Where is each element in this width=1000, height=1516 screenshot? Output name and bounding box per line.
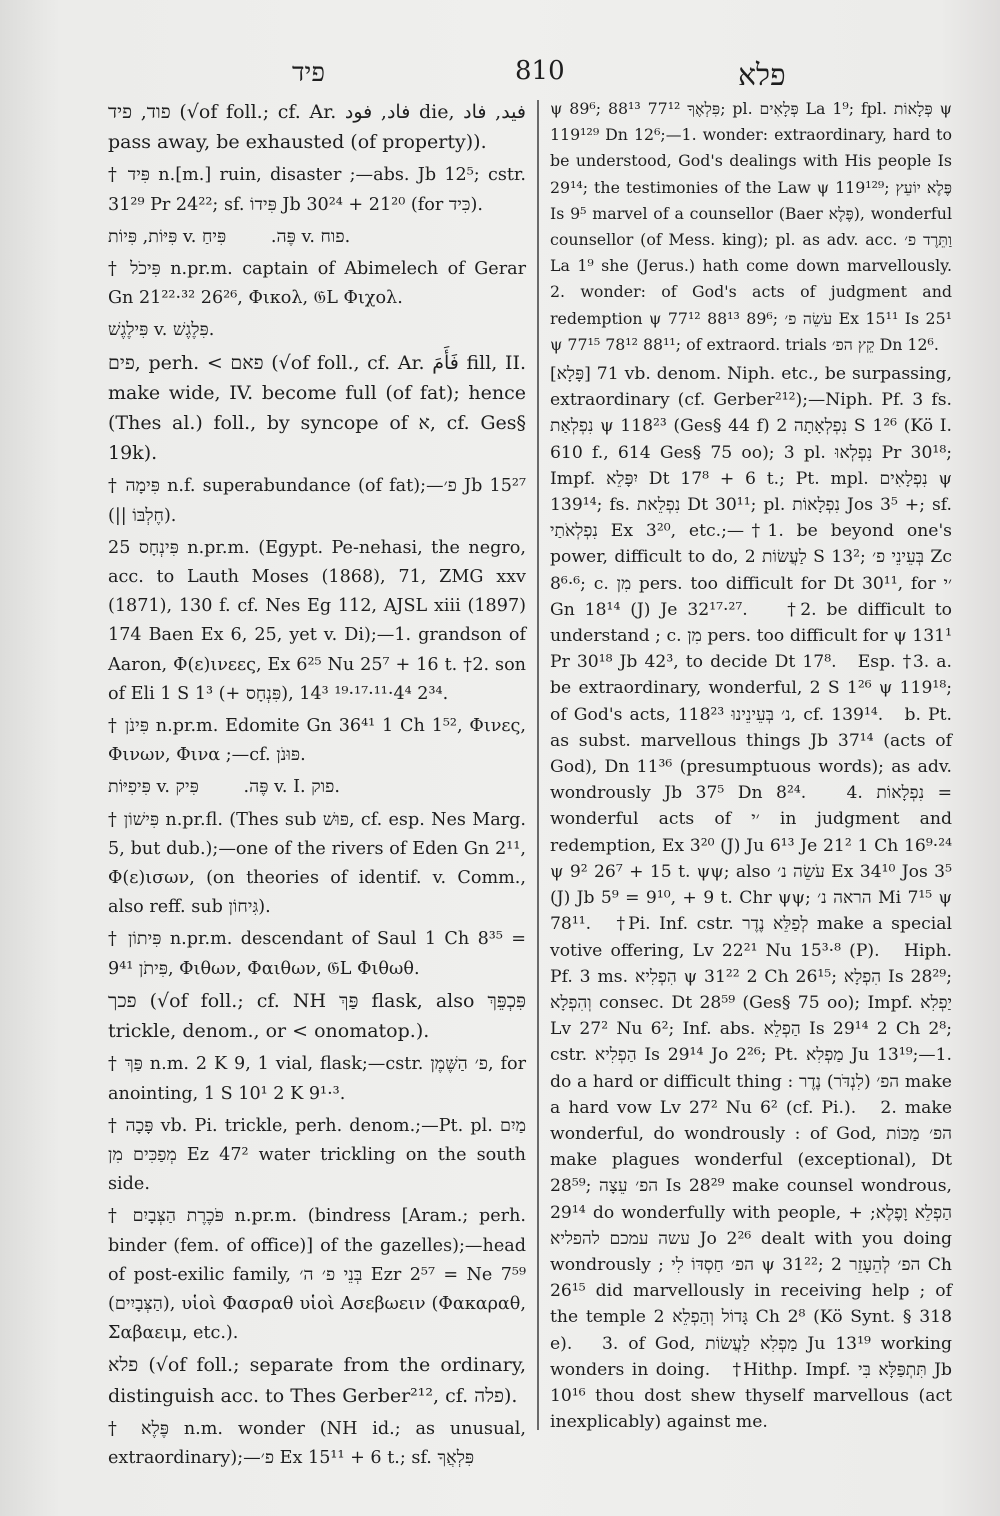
dictionary-entry <box>108 316 526 345</box>
entry-text: † פֶּלֶא n.m. wonder (NH id.; as unusual, extraordinary);—פ׳ Ex 15¹¹ + 6 t.; sf. פִּלְאֲךָ <box>108 1418 532 1468</box>
entry-text: פִּיפִיּוֹת v. פֶּה. פִּיק v. I. פוק. <box>108 777 340 798</box>
dictionary-entry <box>108 1351 533 1411</box>
dictionary-entry <box>108 1112 532 1200</box>
entry-text: † פָּכָה vb. Pi. trickle, perh. denom.;—Pt. pl. מַיִם מְפַכִּים מִן Ez 47² water trickling on the south side. <box>108 1115 532 1195</box>
right-running-headword: פלא <box>738 58 786 93</box>
left-column <box>108 96 533 1476</box>
entry-text: פוד, פיד (√of foll.; cf. Ar. فاد, فود die, فيد, فاد pass away, be exhausted (of property)). <box>108 101 533 154</box>
column-divider <box>537 100 539 1430</box>
dictionary-entry <box>108 1202 532 1348</box>
right-column <box>550 96 973 1438</box>
dictionary-entry <box>108 806 532 923</box>
entry-text: פכך (√of foll.; cf. NH פַּךְ flask, also פִּכְפֵּךְ trickle, denom., or < onomatop.). <box>108 989 533 1043</box>
dictionary-entry <box>550 361 958 1435</box>
entry-text: † פִּישׁוֹן n.pr.fl. (Thes sub פּוּשׁ, cf. esp. Nes Marg. 5, but dub.);—one of the rivers of Eden Gn 2¹¹, Φ(ε)ισων, (on theories of identif. v. Comm., also reff. sub גִּיחוֹן). <box>108 809 532 918</box>
entry-text: † פִּימָה n.f. superabundance (of fat);—פ׳ Jb 15²⁷ (|| חֶלְבּוֹ). <box>108 476 532 526</box>
page-header <box>0 52 1000 96</box>
dictionary-entry <box>108 472 532 530</box>
dictionary-entry <box>108 534 532 709</box>
dictionary-entry <box>108 98 533 158</box>
entry-text: † פַּךְ n.m. 2 K 9, 1 vial, flask;—cstr. פ׳ הַשֶּׁמֶן, for anointing, 1 S 10¹ 2 K 9¹·³. <box>108 1054 532 1104</box>
dictionary-entry <box>108 161 532 219</box>
dictionary-entry <box>108 925 532 983</box>
entry-text: פִּיּוֹת, פִּיוֹת v. פֶּה. פִּיחַ v. פוח. <box>108 226 351 247</box>
entry-text: † פִּיתוֹן n.pr.m. descendant of Saul 1 Ch 8³⁵ = פִּיתֹן 9⁴¹, Φιθων, Φαιθων, 𝔊L Φιθωθ. <box>108 929 532 979</box>
entry-text: פִּינְחָס 25 n.pr.m. (Egypt. Pe-nehasi, the negro, acc. to Lauth Moses (1868), 71, ZMG xxv (1871), 130 f. cf. Nes Eg 112, AJSL xiii (1897) 174 Baen Ex 6, 25, yet v. Di);—1. grandson of Aaron, Φ(ε)ινεες, Ex 6²⁵ Nu 25⁷ + 16 t. †2. son of Eli 1 S 1³ (+ פִּנְחָס), 2³⁴ 4⁴·¹¹·¹⁷·¹⁹ 14³. <box>108 537 532 704</box>
entry-text: פִּילֶגֶשׁ v. פִּלֶגֶשׁ. <box>108 320 215 341</box>
entry-text: ψ 89⁶; פִּלְאֶךָ 77¹² 88¹³; pl. פְּלָאִים La 1⁹; fpl. פְּלָאוֹת ψ 119¹²⁹ Dn 12⁶;—1. wonder: extraordinary, hard to be understood, God's dealings with His people Is 29¹⁴; the testimonies of the Law ψ 119¹²⁹; פֶּלֶא יוֹעֵץ Is 9⁵ marvel of a counsellor (Baer פֶּלֶא), wonderful counsellor (of Mess. king); pl. as adv. acc. וַתֵּרֶד פ׳ La 1⁹ she (Jerus.) hath come down marvellously. 2. wonder: of God's acts of judgment and redemption ψ 77¹² 88¹³ 89⁶; עֹשֵׂה פ׳ Ex 15¹¹ Is 25¹ ψ 77¹⁵ 78¹² 88¹¹; of extraord. trials קֵץ הפ׳ Dn 12⁶. <box>550 99 973 354</box>
dictionary-entry <box>108 349 533 470</box>
entry-text: † פִּינֹן n.pr.m. Edomite Gn 36⁴¹ 1 Ch 1⁵², Φινες, Φινων, Φινα ;—cf. פּוּנֹן. <box>108 716 532 766</box>
dictionary-entry <box>108 255 532 313</box>
left-running-headword: פיד <box>292 58 325 88</box>
dictionary-entry <box>550 96 973 358</box>
entry-text: † פֹּכֶרֶת הַצְּבָיִם n.pr.m. (bindress [Aram.; perh. binder (fem. of office)] of the gazelles);—head of post-exilic family, בְּנֵי פ׳ ה׳ Ezr 2⁵⁷ = Ne 7⁵⁹ (הַצְּבָיִים), υἱοὶ Φασραθ υἱοὶ Ασεβωειν (Φακαραθ, Σαβαειμ, etc.). <box>108 1206 532 1344</box>
entry-text: † פִּיכֹל n.pr.m. captain of Abimelech of Gerar Gn 21²²·³² 26²⁶, Φικολ, 𝔊L Φιχολ. <box>108 259 532 309</box>
dictionary-entry <box>108 223 526 252</box>
page-number: 810 <box>515 56 565 86</box>
dictionary-entry <box>108 1050 532 1108</box>
dictionary-entry <box>108 987 533 1047</box>
entry-text: פלא (√of foll.; separate from the ordinary, distinguish acc. to Thes Gerber²¹², cf. פלה). <box>108 1354 533 1407</box>
entry-text: † פִּיד n.[m.] ruin, disaster ;—abs. Jb 12⁵; cstr. 31²⁹ Pr 24²²; sf. פִּידוֹ Jb 30²⁴ + 21²⁰ (for כִּיד). <box>108 165 532 215</box>
dictionary-entry <box>108 712 532 770</box>
entry-text: פים, perh. < פאם (√of foll., cf. Ar. فَأَمَ fill, II. make wide, IV. become full (of fat); hence (Thes al.) foll., by syncope of א, cf. Ges§ 19k). <box>108 351 533 465</box>
dictionary-entry <box>108 773 526 802</box>
dictionary-entry <box>108 1415 532 1473</box>
entry-text: [פָּלָא] 71 vb. denom. Niph. etc., be surpassing, extraordinary (cf. Gerber²¹²);—Niph. Pf. 3 fs. נִפְלְאַת ψ 118²³ (Ges§ 44 f) נִפְלְאָתָה 2 S 1²⁶ (Kö I. 610 f., 614 Ges§ 75 oo); 3 pl. נִפְלְאוּ Pr 30¹⁸; Impf. יִפָּלֵא Dt 17⁸ + 6 t.; Pt. mpl. נִפְלָאִים ψ 139¹⁴; fs. נִפְלֵאת Dt 30¹¹; pl. נִפְלָאוֹת Jos 3⁵ +; sf. נִפְלְאֹתַי Ex 3²⁰, etc.;—†1. be beyond one's power, difficult to do, לַעֲשׂוֹת 2 S 13²; בְּעֵינֵי פ׳ Zc 8⁶·⁶; c. מִן pers. too difficult for Dt 30¹¹, for ׳י Gn 18¹⁴ (J) Je 32¹⁷·²⁷. †2. be difficult to understand ; c. מִן pers. too difficult for ψ 131¹ Pr 30¹⁸ Jb 42³, to decide Dt 17⁸. Esp. †3. a. be extraordinary, wonderful, 2 S 1²⁶ ψ 119¹⁸; of God's acts, נ׳ בְּעֵינֵינוּ 118²³, cf. 139¹⁴. b. Pt. as subst. marvellous things Jb 37¹⁴ (acts of God), Dn 11³⁶ (presumptuous words); as adv. wondrously Jb 37⁵ Dn 8²⁴. 4. נִפְלָאוֹת = wonderful acts of ׳י in judgment and redemption, Ex 3²⁰ (J) Ju 6¹³ Je 21² 1 Ch 16⁹·²⁴ ψ 9² 26⁷ + 15 t. ψψ; also עֹשֵׂה נ׳ Ex 34¹⁰ Jos 3⁵ (J) Jb 5⁹ = 9¹⁰, + 9 t. Chr ψψ; הראה נ׳ Mi 7¹⁵ ψ 78¹¹. †Pi. Inf. cstr. לְפַלֵּא נֶדֶר make a special votive offering, Lv 22²¹ Nu 15³·⁸ (P). Hiph. Pf. 3 ms. הִפְלִיא ψ 31²² 2 Ch 26¹⁵; הִפְלָא Is 28²⁹; וְהִפְלָא consec. Dt 28⁵⁹ (Ges§ 75 oo); Impf. יַפְלִא Lv 27² Nu 6²; Inf. abs. הַפְלֵא Is 29¹⁴ 2 Ch 2⁸; cstr. הַפְלִיא Is 29¹⁴ Jo 2²⁶; Pt. מַפְלִא Ju 13¹⁹;—1. do a hard or difficult thing : הפ׳ (לִנְדֹּר) נֶדֶר make a hard vow Lv 27² Nu 6² (cf. Pi.). 2. make wonderful, do wondrously : of God, הפ׳ מַכּוֹת make plagues wonderful (exceptional), Dt 28⁵⁹; הפ׳ עֵצָה Is 28²⁹ make counsel wondrous, 29¹⁴ do wonderfully with people, + הַפְלֵא וָפֶלֶא; עשה עמכם להפליא Jo 2²⁶ dealt with you doing wondrously ; הפ׳ חַסְדּוֹ לִי ψ 31²²; הפ׳ לְהֵעָזֵר 2 Ch 26¹⁵ did marvellously in receiving help ; of the temple גָּדוֹל וְהַפְלֵא 2 Ch 2⁸ (Kö Synt. § 318 e). 3. of God, מַפְלִא לַעֲשׂוֹת Ju 13¹⁹ working wonders in doing. †Hithp. Impf. תִּתְפַּלָּא בִּי Jb 10¹⁶ thou dost shew thyself marvellous (act inexplicably) against me. <box>550 364 958 1433</box>
